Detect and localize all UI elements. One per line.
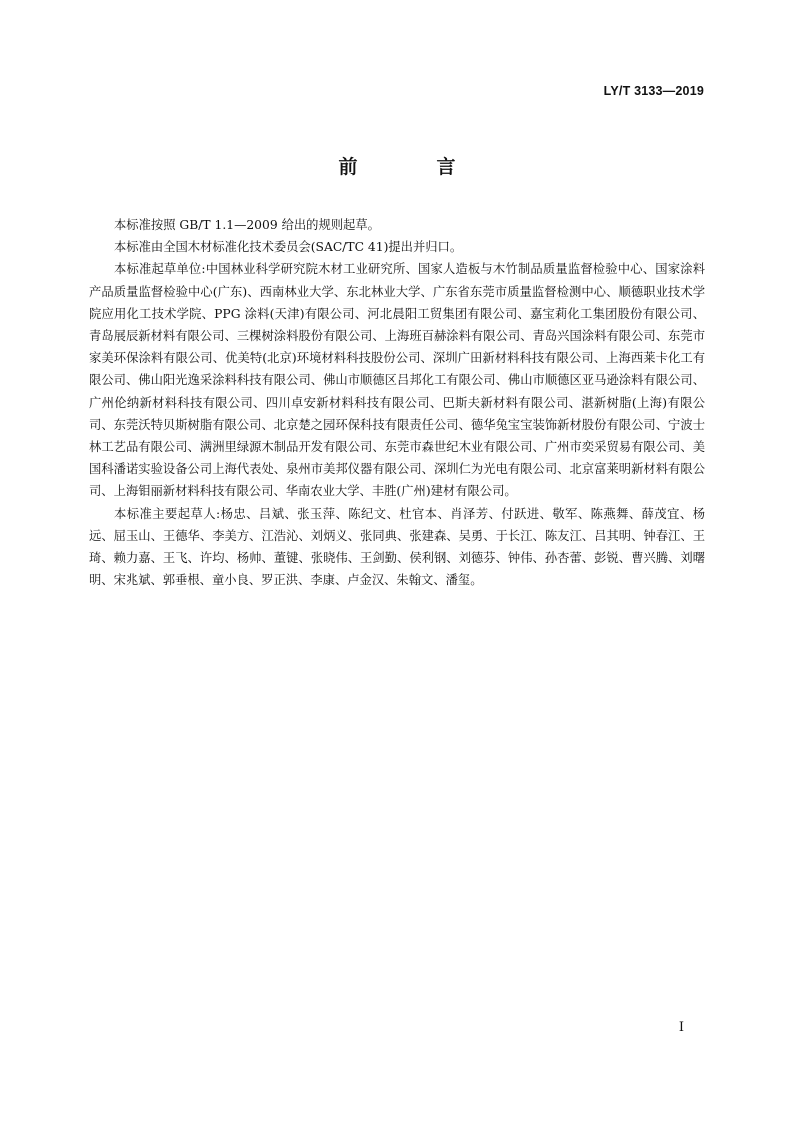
- paragraph-drafting-units: 本标准起草单位:中国林业科学研究院木材工业研究所、国家人造板与木竹制品质量监督检验中心、国家涂料产品质量监督检验中心(广东)、西南林业大学、东北林业大学、广东省东莞市质量监督检测中心、顺德职业技术学院应用化工技术学院、PPG 涂料(天津)有限公司、河北晨阳工贸集团有限公司、嘉宝莉化工集团股份有限公司、青岛展辰新材料有限公司、三棵树涂料股份有限公司、上海班百赫涂料有限公司、青岛兴国涂料有限公司、东莞市家美环保涂料有限公司、优美特(北京)环境材料科技股份公司、深圳广田新材料科技有限公司、上海西莱卡化工有限公司、佛山阳光逸采涂料科技有限公司、佛山市顺德区吕邦化工有限公司、佛山市顺德区亚马逊涂料有限公司、广州伦纳新材料科技有限公司、四川卓安新材料科技有限公司、巴斯夫新材料有限公司、湛新树脂(上海)有限公司、东莞沃特贝斯树脂有限公司、北京楚之园环保科技有限责任公司、德华兔宝宝装饰新材股份有限公司、宁波士林工艺品有限公司、满洲里绿源木制品开发有限公司、东莞市森世纪木业有限公司、广州市奕采贸易有限公司、美国科潘诺实验设备公司上海代表处、泉州市美邦仪器有限公司、深圳仁为光电有限公司、北京富莱明新材料有限公司、上海钼丽新材料科技有限公司、华南农业大学、丰胜(广州)建材有限公司。: [89, 262, 705, 499]
- page-title: 前 言: [338, 156, 486, 178]
- paragraph-drafters: 本标准主要起草人:杨忠、吕斌、张玉萍、陈纪文、杜官本、肖泽芳、付跃进、敬军、陈燕舞、薛茂宜、杨远、屈玉山、王德华、李美方、江浩沁、刘炳义、张同典、张建森、吴勇、于长江、陈友江、吕其明、钟春江、王琦、赖力嘉、王飞、许均、杨帅、董键、张晓伟、王剑勤、侯利钢、刘德芬、钟伟、孙杏蕾、彭锐、曹兴腾、刘曙明、宋兆斌、郭垂根、童小良、罗正洪、李康、卢金汉、朱翰文、潘玺。: [89, 506, 705, 588]
- page-number: I: [678, 1020, 684, 1035]
- paragraph-drafting-rules: 本标准按照 GB/T 1.1—2009 给出的规则起草。: [114, 218, 380, 232]
- standard-code: LY/T 3133—2019: [603, 84, 704, 98]
- foreword-body: [89, 214, 705, 591]
- paragraph-committee: 本标准由全国木材标准化技术委员会(SAC/TC 41)提出并归口。: [114, 240, 463, 255]
